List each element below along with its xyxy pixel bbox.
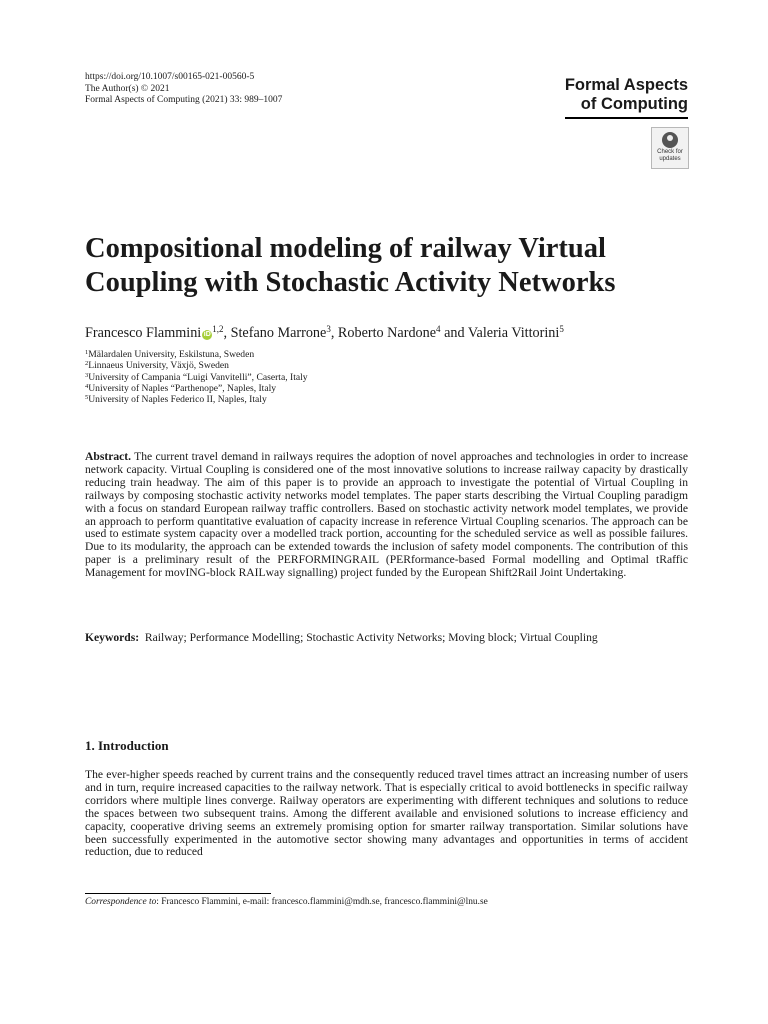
abstract-label: Abstract. (85, 450, 132, 463)
journal-name: Formal Aspects of Computing (565, 76, 688, 119)
correspondence-footnote (85, 897, 488, 907)
footnote-divider (85, 893, 271, 894)
citation-line: Formal Aspects of Computing (2021) 33: 989–1007 (85, 95, 283, 105)
introduction-paragraph: The ever-higher speeds reached by current trains and the consequently reduced travel times attract an increasing number of users and in turn, require increased capacities to the railway network. That is especially critical to avoid bottlenecks in specific railway corridors where multiple lines converge. Railway operators are experimenting with different techniques and solutions to reduce the spaces between two subsequent trains. Among the different available and envisioned solutions to increase efficiency and capacity, cooperative driving seems an extremely promising option for smarter railway transportation. Similar solutions have been successfully experimented in the automotive sector showing many advantages and opportunities in terms of accident reduction, due to reduced (85, 768, 688, 859)
author-name[interactable]: Stefano Marrone (230, 325, 327, 341)
author-affil-sup: 1,2 (212, 324, 224, 334)
affiliation-list (85, 349, 308, 405)
footnote-label: Correspondence to (85, 897, 157, 907)
check-for-updates-icon (662, 132, 678, 148)
author-name[interactable]: Francesco Flammini (85, 325, 202, 341)
check-for-updates-badge[interactable]: Check for updates (651, 127, 689, 169)
copyright-line: The Author(s) © 2021 (85, 83, 170, 94)
orcid-icon[interactable]: iD (203, 331, 211, 338)
keywords-label: Keywords: (85, 631, 140, 644)
abstract-text: The current travel demand in railways requires the adoption of novel approaches and technologies in order to increase network capacity. Virtual Coupling is considered one of the most innovative solutions to increase railway capacity by drastically reducing train headway. The aim of this paper is to provide an approach to investigate the potential of Virtual Coupling in railways by composing stochastic activity networks model templates. The paper starts describing the Virtual Coupling paradigm with a focus on standard European railway traffic controllers. Based on stochastic activity network model templates, we provide an approach to perform quantitative evaluation of capacity increase in reference Virtual Coupling scenarios. The approach can be used to estimate system capacity over a modelled track portion, accounting for the scheduled service as well as possible failures. Due to its modularity, the approach can be extended towards the inclusion of safety model components. The contribution of this paper is a preliminary result of the PERFORMINGRAIL (PERformance-based Formal modelling and Optimal tRaffic Management for movING-block RAILway signalling) project funded by the European Shift2Rail Joint Undertaking. (85, 450, 688, 580)
section-heading-introduction: 1. Introduction (85, 738, 169, 753)
affiliation: $^4$University of Naples “Parthenope”, Naples, Italy (85, 382, 277, 394)
affiliation: $^2$Linnaeus University, Växjö, Sweden (85, 360, 229, 372)
author-name[interactable]: Roberto Nardone (337, 325, 437, 341)
keywords (85, 631, 598, 644)
affiliation: $^5$University of Naples Federico II, Naples, Italy (85, 394, 267, 406)
author-affil-sup: 4 (436, 324, 441, 334)
abstract (85, 451, 688, 580)
paper-title: Compositional modeling of railway Virtual Coupling with Stochastic Activity Networks (85, 233, 616, 298)
keywords-text: Railway; Performance Modelling; Stochastic Activity Networks; Moving block; Virtual Coupling (144, 631, 598, 644)
affiliation: $^1$Mälardalen University, Eskilstuna, Sweden (85, 349, 255, 360)
author-name[interactable]: Valeria Vittorini (467, 325, 560, 341)
doi-link[interactable]: https://doi.org/10.1007/s00165-021-00560-5 (85, 72, 255, 82)
author-affil-sup: 3 (326, 324, 331, 334)
author-affil-sup: 5 (559, 324, 564, 334)
author-list: Francesco Flammini iD$^{1,2}$, Stefano Marrone$^3$, Roberto Nardone$^4$ and Valeria Vittorini$^5$ (85, 324, 564, 341)
footnote-text: : Francesco Flammini, e-mail: francesco.flammini@mdh.se, francesco.flammini@lnu.se (156, 897, 488, 907)
affiliation: $^3$University of Campania “Luigi Vanvitelli”, Caserta, Italy (85, 371, 308, 383)
article-metadata (85, 72, 282, 107)
